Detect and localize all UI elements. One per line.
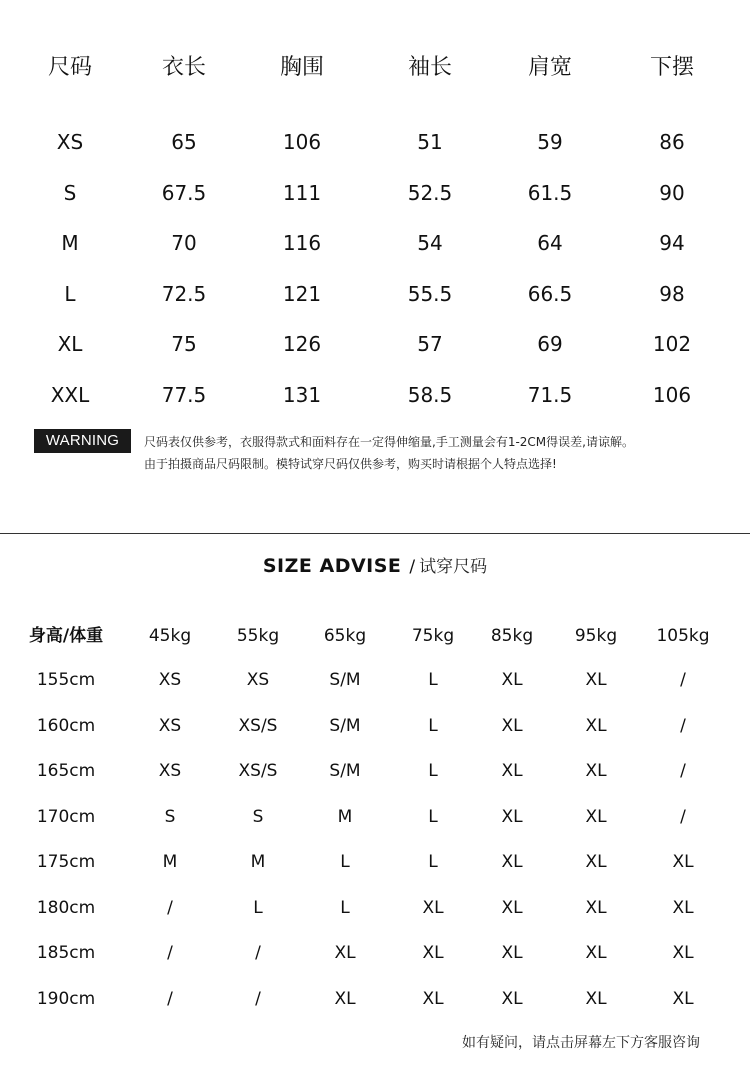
size-advise-row bbox=[0, 756, 750, 786]
recommended-size: XL bbox=[501, 897, 523, 918]
recommended-size: XL bbox=[501, 852, 523, 872]
size-measurement: 55.5 bbox=[407, 281, 453, 306]
size-measurement: 90 bbox=[659, 180, 685, 205]
size-measurement: 106 bbox=[282, 130, 322, 154]
size-chart-header-cell: 下摆 bbox=[649, 55, 695, 80]
recommended-size: XL bbox=[585, 670, 607, 690]
size-advise-row bbox=[0, 984, 750, 1014]
size-measurement: 61.5 bbox=[527, 180, 573, 205]
size-measurement: 57 bbox=[417, 332, 443, 356]
size-measurement: 72.5 bbox=[161, 281, 207, 306]
recommended-size: XL bbox=[334, 988, 356, 1009]
height-label: 155cm bbox=[36, 670, 96, 690]
recommended-size: L bbox=[428, 806, 438, 827]
recommended-size: XL bbox=[501, 806, 523, 827]
recommended-size: M bbox=[162, 852, 178, 872]
recommended-size: L bbox=[428, 761, 438, 781]
recommended-size: S bbox=[164, 806, 176, 827]
recommended-size: S bbox=[252, 806, 264, 827]
weight-header: 55kg bbox=[236, 626, 280, 646]
size-measurement: 59 bbox=[537, 130, 563, 154]
recommended-size: M bbox=[250, 852, 266, 872]
size-chart-row bbox=[0, 324, 750, 364]
size-measurement: 67.5 bbox=[161, 180, 207, 205]
recommended-size: XL bbox=[672, 897, 694, 918]
size-advise-row bbox=[0, 802, 750, 832]
recommended-size: L bbox=[428, 852, 438, 872]
size-advise-row bbox=[0, 847, 750, 877]
recommended-size: XL bbox=[501, 988, 523, 1009]
recommended-size: / bbox=[167, 943, 173, 963]
recommended-size: M bbox=[337, 806, 353, 827]
recommended-size: / bbox=[680, 806, 686, 827]
recommended-size: S/M bbox=[329, 761, 361, 781]
recommended-size: XL bbox=[672, 943, 694, 963]
recommended-size: XS bbox=[158, 670, 182, 690]
recommended-size: / bbox=[680, 670, 686, 690]
size-measurement: 121 bbox=[282, 281, 322, 306]
recommended-size: L bbox=[253, 897, 263, 918]
size-advise-title-en: SIZE ADVISE bbox=[262, 555, 402, 577]
size-measurement: 71.5 bbox=[527, 382, 573, 407]
weight-header: 105kg bbox=[656, 626, 710, 646]
size-measurement: 65 bbox=[171, 130, 197, 154]
size-measurement: 111 bbox=[282, 180, 322, 205]
height-label: 175cm bbox=[36, 852, 96, 872]
size-advise-header bbox=[0, 621, 750, 651]
recommended-size: / bbox=[167, 988, 173, 1009]
size-advise-row bbox=[0, 665, 750, 695]
recommended-size: XL bbox=[501, 715, 523, 736]
size-measurement: 54 bbox=[417, 231, 443, 255]
size-measurement: 102 bbox=[652, 332, 692, 356]
size-measurement: 51 bbox=[417, 130, 443, 154]
size-advise-title-cn: 试穿尺码 bbox=[419, 557, 488, 577]
size-advise-row bbox=[0, 711, 750, 741]
size-chart-header-cell: 衣长 bbox=[161, 55, 207, 80]
size-chart-row bbox=[0, 375, 750, 415]
size-measurement: 94 bbox=[659, 231, 685, 255]
size-measurement: 106 bbox=[652, 382, 692, 407]
recommended-size: XL bbox=[585, 806, 607, 827]
recommended-size: / bbox=[680, 715, 686, 736]
size-chart-header-cell: 肩宽 bbox=[527, 55, 573, 80]
size-chart-row bbox=[0, 122, 750, 162]
size-chart-row bbox=[0, 173, 750, 213]
recommended-size: XL bbox=[501, 761, 523, 781]
size-measurement: 75 bbox=[171, 332, 197, 356]
size-measurement: 66.5 bbox=[527, 281, 573, 306]
recommended-size: XL bbox=[585, 988, 607, 1009]
size-label: L bbox=[64, 281, 76, 306]
size-measurement: 58.5 bbox=[407, 382, 453, 407]
recommended-size: / bbox=[680, 761, 686, 781]
warning-badge: WARNING bbox=[34, 429, 131, 453]
size-advise-title bbox=[0, 553, 750, 579]
size-measurement: 86 bbox=[659, 130, 685, 154]
size-measurement: 70 bbox=[171, 231, 197, 255]
recommended-size: XL bbox=[422, 988, 444, 1009]
weight-header: 85kg bbox=[490, 626, 534, 646]
recommended-size: XL bbox=[501, 943, 523, 963]
size-advise-row bbox=[0, 893, 750, 923]
recommended-size: XL bbox=[585, 715, 607, 736]
recommended-size: XL bbox=[501, 670, 523, 690]
recommended-size: XL bbox=[585, 761, 607, 781]
size-advise-row bbox=[0, 938, 750, 968]
height-label: 180cm bbox=[36, 897, 96, 918]
size-label: XL bbox=[57, 332, 83, 356]
recommended-size: XS/S bbox=[238, 761, 278, 781]
warning-text bbox=[144, 431, 744, 475]
recommended-size: XS bbox=[158, 715, 182, 736]
size-chart-header bbox=[0, 50, 750, 90]
recommended-size: XL bbox=[672, 988, 694, 1009]
height-weight-header: 身高/体重 bbox=[28, 626, 104, 646]
recommended-size: XL bbox=[585, 852, 607, 872]
recommended-size: XS bbox=[246, 670, 270, 690]
size-measurement: 77.5 bbox=[161, 382, 207, 407]
size-label: M bbox=[61, 231, 79, 255]
recommended-size: L bbox=[340, 852, 350, 872]
size-measurement: 126 bbox=[282, 332, 322, 356]
recommended-size: / bbox=[167, 897, 173, 918]
size-measurement: 98 bbox=[659, 281, 685, 306]
size-measurement: 116 bbox=[282, 231, 322, 255]
size-chart-header-cell: 尺码 bbox=[47, 55, 93, 80]
recommended-size: XL bbox=[422, 943, 444, 963]
height-label: 185cm bbox=[36, 943, 96, 963]
recommended-size: L bbox=[428, 715, 438, 736]
recommended-size: S/M bbox=[329, 715, 361, 736]
recommended-size: XL bbox=[672, 852, 694, 872]
height-label: 160cm bbox=[36, 715, 96, 736]
size-label: S bbox=[63, 180, 77, 205]
recommended-size: L bbox=[428, 670, 438, 690]
recommended-size: XL bbox=[585, 943, 607, 963]
size-chart-row bbox=[0, 274, 750, 314]
warning-line-1: 尺码表仅供参考，衣服得款式和面料存在一定得伸缩量,手工测量会有1-2CM得误差,请谅解。 bbox=[144, 435, 634, 449]
section-divider bbox=[0, 533, 750, 534]
recommended-size: XS bbox=[158, 761, 182, 781]
customer-service-note: 如有疑问，请点击屏幕左下方客服咨询 bbox=[462, 1035, 700, 1051]
recommended-size: XL bbox=[334, 943, 356, 963]
size-chart-header-cell: 胸围 bbox=[279, 55, 325, 80]
height-label: 165cm bbox=[36, 761, 96, 781]
weight-header: 75kg bbox=[411, 626, 455, 646]
recommended-size: / bbox=[255, 943, 261, 963]
size-chart-header-cell: 袖长 bbox=[407, 55, 453, 80]
weight-header: 65kg bbox=[323, 626, 367, 646]
recommended-size: / bbox=[255, 988, 261, 1009]
size-measurement: 131 bbox=[282, 382, 322, 407]
height-label: 190cm bbox=[36, 988, 96, 1009]
warning-line-2: 由于拍摄商品尺码限制。模特试穿尺码仅供参考，购买时请根据个人特点选择! bbox=[144, 457, 557, 471]
weight-header: 45kg bbox=[148, 626, 192, 646]
size-label: XXL bbox=[50, 382, 90, 407]
recommended-size: L bbox=[340, 897, 350, 918]
recommended-size: XL bbox=[585, 897, 607, 918]
size-chart-row bbox=[0, 223, 750, 263]
size-measurement: 52.5 bbox=[407, 180, 453, 205]
recommended-size: XL bbox=[422, 897, 444, 918]
recommended-size: S/M bbox=[329, 670, 361, 690]
size-measurement: 69 bbox=[537, 332, 563, 356]
size-measurement: 64 bbox=[537, 231, 563, 255]
size-label: XS bbox=[56, 130, 84, 154]
weight-header: 95kg bbox=[574, 626, 618, 646]
recommended-size: XS/S bbox=[238, 715, 278, 736]
height-label: 170cm bbox=[36, 806, 96, 827]
size-advise-title-separator: / bbox=[409, 557, 416, 577]
